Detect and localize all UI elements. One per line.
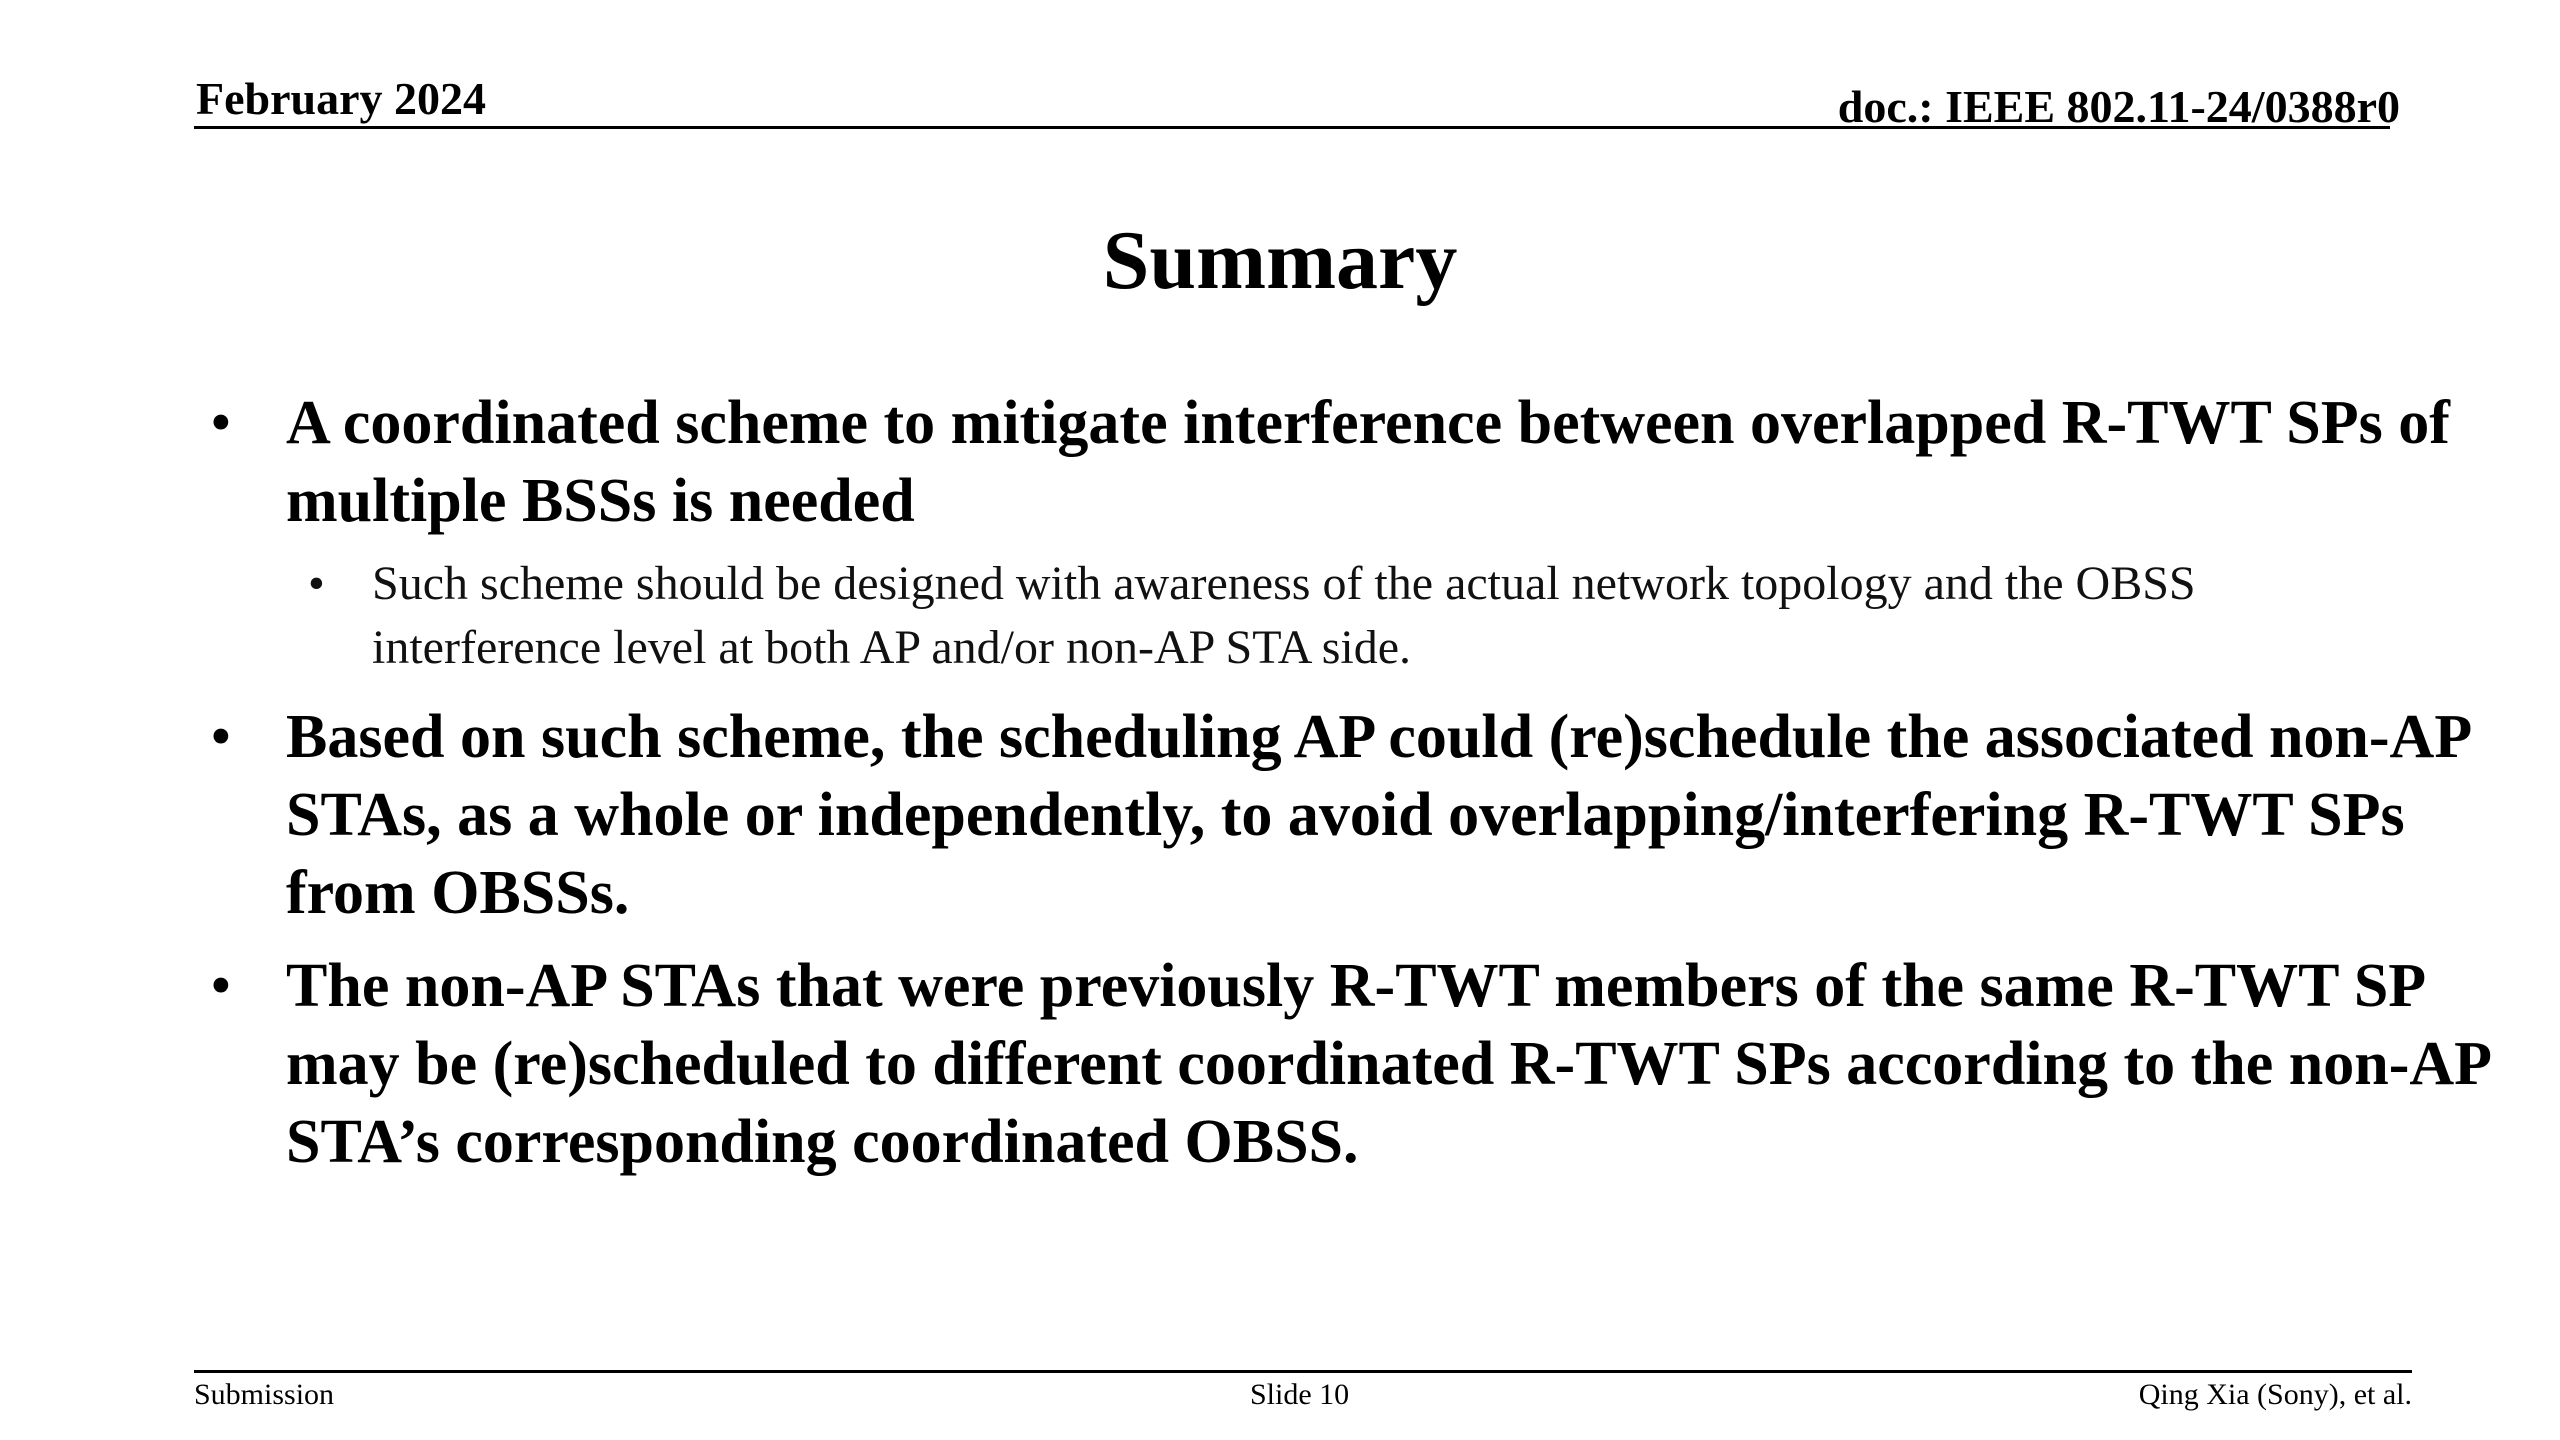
bullet-text: Based on such scheme, the scheduling AP could (re)schedule the associated non-AP STAs, as a whole or independently, to avoid overlapping/interfering R-TWT SPs from OBSSs. xyxy=(286,703,2469,927)
header-date: February 2024 xyxy=(196,73,487,124)
sub-bullet-text: Such scheme should be designed with awareness of the actual network topology and the OBSS interference level at both AP and/or non-AP STA side. xyxy=(372,557,2196,674)
bullet-text: The non-AP STAs that were previously R-TWT members of the same R-TWT SP may be (re)scheduled to different coordinated R-TWT SPs according to the non-AP STA’s corresponding coordinated OBSS. xyxy=(286,952,2489,1176)
bullet-dot: • xyxy=(210,389,232,457)
header-divider xyxy=(194,126,2390,129)
bullet-item xyxy=(210,384,2506,540)
sub-bullet-dot: • xyxy=(308,557,325,610)
footer-submission: Submission xyxy=(194,1378,335,1411)
footer-divider xyxy=(194,1370,2412,1373)
footer-slide-number: Slide 10 xyxy=(1250,1378,1350,1411)
bullet-dot: • xyxy=(210,952,232,1020)
bullet-text: A coordinated scheme to mitigate interference between overlapped R-TWT SPs of multiple BSSs is needed xyxy=(286,389,2450,535)
footer-author: Qing Xia (Sony), et al. xyxy=(2138,1378,2412,1411)
sub-bullet-item xyxy=(308,552,2432,680)
bullet-item xyxy=(210,698,2506,932)
bullet-item xyxy=(210,947,2506,1181)
bullet-dot: • xyxy=(210,703,232,771)
header-doc-id: doc.: IEEE 802.11-24/0388r0 xyxy=(1837,81,2400,132)
slide-title: Summary xyxy=(1102,214,1458,307)
